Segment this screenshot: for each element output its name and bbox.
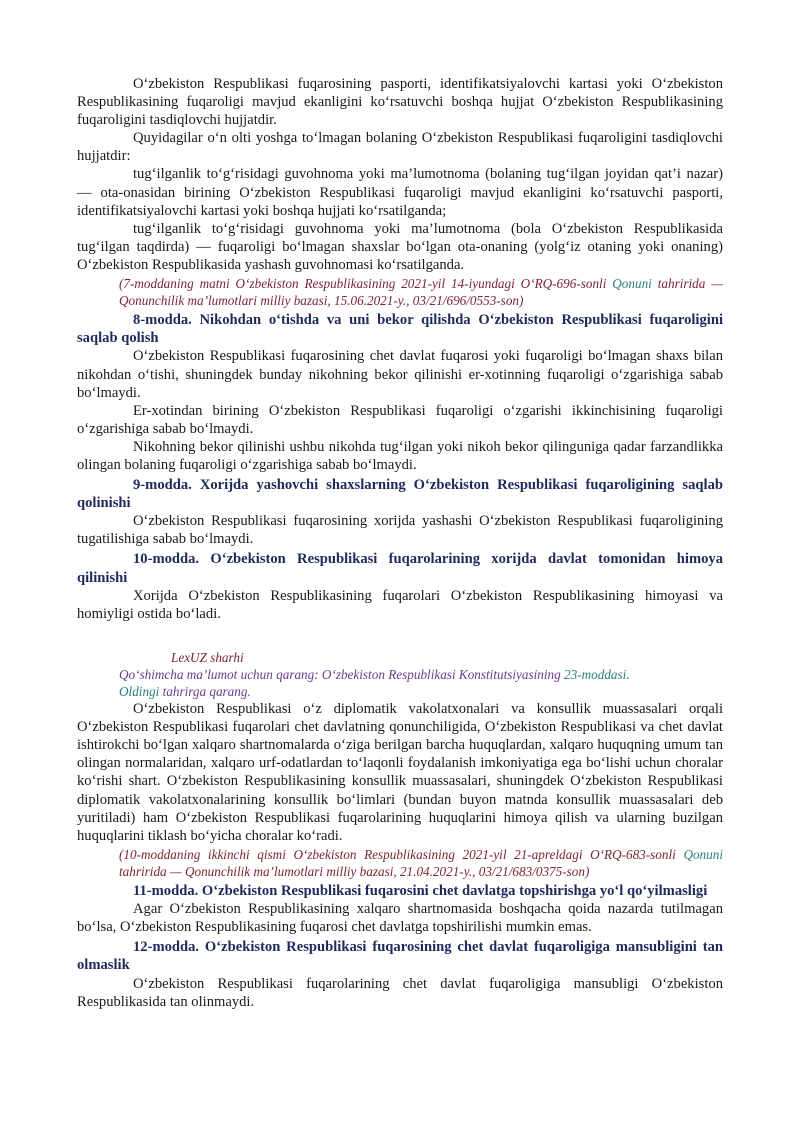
article-8-heading[interactable]: 8-modda. Nikohdan o‘tishda va uni bekor qilishda O‘zbekiston Respublikasi fuqaroligini saqlab qolish: [77, 312, 723, 347]
amendment-note-7: [77, 275, 723, 309]
article-10-heading[interactable]: 10-modda. O‘zbekiston Respublikasi fuqarolarining xorijda davlat tomonidan himoya qilinishi: [77, 551, 723, 586]
lexuz-reference: [119, 666, 723, 683]
lexuz-title: LexUZ sharhi: [171, 649, 244, 665]
paragraph: O‘zbekiston Respublikasi fuqarosining xorijda yashashi O‘zbekiston Respublikasi fuqaroligining tugatilishiga sabab bo‘lmaydi.: [77, 513, 723, 548]
paragraph: Nikohning bekor qilinishi ushbu nikohda tug‘ilgan yoki nikoh bekor qilinguniga qadar farzandlikka olingan bolaning fuqaroligi o‘zgarishiga sabab bo‘lmaydi.: [77, 438, 723, 473]
paragraph: O‘zbekiston Respublikasi fuqarosining chet davlat fuqarosi yoki fuqaroligi bo‘lmagan shaxs bilan nikohdan o‘tishi, shuningdek bunday nikohning bekor qilinishi er-xotinning fuqaroligi o‘zgarishiga sabab bo‘lmaydi.: [77, 348, 723, 401]
law-link[interactable]: Qonuni: [683, 846, 723, 862]
paragraph: Quyidagilar o‘n olti yoshga to‘lmagan bolaning O‘zbekiston Respublikasi fuqaroligini tasdiqlovchi hujjatdir:: [77, 130, 723, 165]
law-link[interactable]: Qonuni: [612, 276, 652, 292]
paragraph: Xorijda O‘zbekiston Respublikasining fuqarolari O‘zbekiston Respublikasining himoyasi va homiyligi ostida bo‘ladi.: [77, 587, 723, 622]
article-12-heading[interactable]: 12-modda. O‘zbekiston Respublikasi fuqarosining chet davlat fuqaroligiga mansubligini tan olmaslik: [77, 939, 723, 974]
paragraph: tug‘ilganlik to‘g‘risidagi guvohnoma yoki ma’lumotnoma (bola O‘zbekiston Respublikasida tug‘ilgan taqdirda) — fuqaroligi bo‘lmagan shaxslar bo‘lgan ota-onaning (yolg‘iz otaning yoki onaning) O‘zbekiston Respublikasida yashash guvohnomasi ko‘rsatilganda.: [77, 220, 723, 273]
paragraph: O‘zbekiston Respublikasi fuqarosining pasporti, identifikatsiyalovchi kartasi yoki O‘zbekiston Respublikasining fuqaroligi mavjud ekanligini ko‘rsatuvchi boshqa hujjat O‘zbekiston Respublikasining fuqaroligini tasdiqlovchi hujjatdir.: [77, 76, 723, 129]
reference-text: .: [626, 666, 630, 682]
paragraph: O‘zbekiston Respublikasi fuqarolarining chet davlat fuqaroligiga mansubligi O‘zbekiston Respublikasida tan olinmaydi.: [77, 975, 723, 1010]
paragraph: Er-xotindan birining O‘zbekiston Respublikasi fuqaroligi o‘zgarishi ikkinchisining fuqaroligi o‘zgarishiga sabab bo‘lmaydi.: [77, 402, 723, 437]
note-text: (10-moddaning ikkinchi qismi O‘zbekiston Respublikasining 2021-yil 21-apreldagi O‘RQ-683-sonli: [119, 846, 684, 862]
article-11-heading[interactable]: 11-modda. O‘zbekiston Respublikasi fuqarosini chet davlatga topshirishga yo‘l qo‘yilmasligi: [133, 883, 708, 900]
lexuz-commentary: [77, 649, 723, 700]
previous-edition-note: [119, 683, 723, 700]
paragraph: Agar O‘zbekiston Respublikasining xalqaro shartnomasida boshqacha qoida nazarda tutilmagan bo‘lsa, O‘zbekiston Respublikasining fuqarosi chet davlatga topshirilishi mumkin emas.: [77, 901, 723, 936]
constitution-article-link[interactable]: 23-moddasi: [564, 666, 627, 682]
previous-edition-link[interactable]: Oldingi: [119, 684, 160, 699]
reference-text: tahrirga qarang.: [159, 684, 251, 699]
amendment-note-10: [77, 846, 723, 880]
paragraph: O‘zbekiston Respublikasi o‘z diplomatik vakolatxonalari va konsullik muassasalari orqali O‘zbekiston Respublikasi fuqarolari chet davlatning qonunchiligida, O‘zbekiston Respublikasi va chet davlat ishtirokchi bo‘lgan xalqaro shartnomalarda o‘ziga berilgan barcha huquqlardan, xalqaro huquqning umum tan olingan normalaridan, xalqaro urf-odatlardan to‘laqonli foydalanish imkoniyatiga ega bo‘lishi uchun choralar ko‘rishi shart. O‘zbekiston Respublikasining konsullik muassasalari, shuningdek O‘zbekiston Respublikasi diplomatik vakolatxonalarining konsullik bo‘limlari (bundan buyon matnda konsullik muassasalari deb yuritiladi) ham O‘zbekiston Respublikasi fuqarolarining huquqlarini himoya qilish va ularning buzilgan huquqlarini tiklash bo‘yicha choralar ko‘radi.: [77, 701, 723, 844]
paragraph: tug‘ilganlik to‘g‘risidagi guvohnoma yoki ma’lumotnoma (bolaning tug‘ilgan joyidan qat’i nazar) — ota-onasidan birining O‘zbekiston Respublikasi fuqaroligi mavjud ekanligini ko‘rsatuvchi pasporti, identifikatsiyalovchi kartasi yoki boshqa hujjati ko‘rsatilganda;: [77, 166, 723, 219]
article-9-heading[interactable]: 9-modda. Xorijda yashovchi shaxslarning O‘zbekiston Respublikasi fuqaroligining saqlab qolinishi: [77, 477, 723, 512]
note-text: tahririda — Qonunchilik ma’lumotlari milliy bazasi, 21.04.2021-y., 03/21/683/0375-son): [119, 863, 590, 879]
note-text: tahririda — Qonunchilik ma’lumotlari milliy bazasi, 15.06.2021-y., 03/21/696/0553-son): [119, 276, 723, 309]
note-text: (7-moddaning matni O‘zbekiston Respublikasining 2021-yil 14-iyundagi O‘RQ-696-sonli: [119, 276, 613, 292]
reference-text: Qo‘shimcha ma’lumot uchun qarang: O‘zbekiston Respublikasi Konstitutsiyasining: [119, 666, 565, 682]
